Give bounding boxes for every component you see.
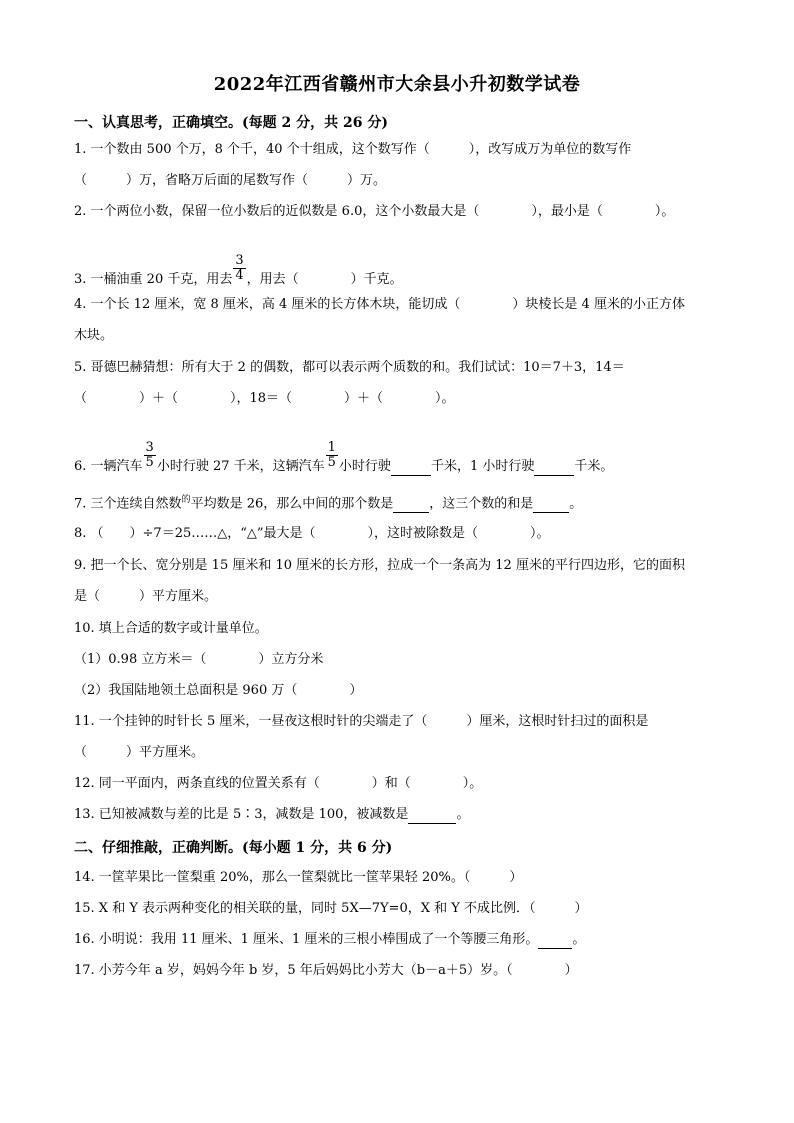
question-15: 15. X 和 Y 表示两种变化的相关联的量，同时 5X—7Y=0，X 和 Y 不成比例．（ ） — [74, 901, 588, 916]
question-7 — [74, 492, 582, 513]
question-13-text-end: 。 — [456, 807, 470, 822]
question-5-line-2: （ ）＋（ ），18＝（ ）＋（ ）。 — [74, 391, 455, 406]
question-12: 12. 同一平面内，两条直线的位置关系有（ ）和（ ）。 — [74, 776, 483, 791]
question-3 — [74, 253, 403, 294]
question-6-text-post-1: 小时行驶 — [338, 459, 391, 474]
question-14: 14. 一筐苹果比一筐梨重 20%，那么一筐梨就比一筐苹果轻 20%。（ ） — [74, 870, 523, 885]
question-2: 2. 一个两位小数，保留一位小数后的近似数是 6.0，这个小数最大是（ ），最小是（ ）。 — [74, 204, 675, 219]
question-4-line-1: 4. 一个长 12 厘米，宽 8 厘米，高 4 厘米的长方体木块，能切成（ ）块棱长是 4 厘米的小正方体 — [74, 297, 685, 312]
fraction-one-fifth — [326, 441, 338, 470]
answer-blank — [538, 932, 572, 949]
fraction-three-fifths — [144, 441, 156, 470]
question-11-line-1: 11. 一个挂钟的时针长 5 厘米，一昼夜这根时针的尖端走了（ ）厘米，这根时针扫过的面积是 — [74, 714, 649, 729]
question-16-text: 16. 小明说：我用 11 厘米、1 厘米、1 厘米的三根小棒围成了一个等腰三角形。 — [74, 932, 539, 947]
question-3-text-start: 3. 一桶油重 20 千克，用去 — [74, 272, 233, 287]
question-6-text-post-3: 千米。 — [574, 459, 614, 474]
fraction-numerator: 3 — [145, 440, 154, 455]
page-title: 2022年江西省赣州市大余县小升初数学试卷 — [213, 74, 581, 95]
question-6-text-start: 6. 一辆汽车 — [74, 459, 143, 474]
question-10: 10. 填上合适的数字或计量单位。 — [74, 621, 268, 636]
question-17: 17. 小芳今年 a 岁，妈妈今年 b 岁，5 年后妈妈比小芳大（b－a＋5）岁。（ ） — [74, 963, 578, 978]
answer-blank — [533, 496, 569, 513]
section-1-heading: 一、认真思考，正确填空。(每题 2 分，共 26 分) — [74, 115, 388, 131]
question-5-line-1: 5. 哥德巴赫猜想：所有大于 2 的偶数，都可以表示两个质数的和。我们试试：10＝7＋3，14＝ — [74, 360, 625, 375]
fraction-denominator: 4 — [235, 268, 244, 283]
answer-blank — [408, 807, 456, 824]
question-10-part-1: （1）0.98 立方米＝（ ）立方分米 — [74, 652, 324, 667]
question-6-text-post-2: 千米，1 小时行驶 — [430, 459, 535, 474]
fraction-denominator: 5 — [145, 455, 154, 470]
fraction-denominator: 5 — [327, 455, 336, 470]
question-13 — [74, 807, 469, 824]
question-1-line-1: 1. 一个数由 500 个万，8 个千，40 个十组成，这个数写作（ ），改写成万为单位的数写作 — [74, 142, 632, 157]
fraction-three-quarters — [233, 254, 245, 283]
question-16 — [74, 932, 585, 949]
question-10-part-2: （2）我国陆地领土总面积是 960 万（ ） — [74, 683, 363, 698]
question-6 — [74, 440, 614, 481]
section-2-heading: 二、仔细推敲，正确判断。(每小题 1 分，共 6 分) — [74, 840, 393, 856]
question-1-line-2: （ ）万，省略万后面的尾数写作（ ）万。 — [74, 173, 387, 188]
fraction-numerator: 3 — [235, 253, 244, 268]
question-7-text-end: 。 — [569, 496, 583, 512]
fraction-numerator: 1 — [327, 440, 336, 455]
question-11-line-2: （ ）平方厘米。 — [74, 745, 205, 760]
answer-blank — [391, 459, 431, 476]
question-9-line-2: 是（ ）平方厘米。 — [74, 589, 218, 604]
question-8: 8. （ ）÷7＝25……△，“△”最大是（ ），这时被除数是（ ）。 — [74, 526, 550, 541]
answer-blank — [534, 459, 574, 476]
question-7-text-mid: 平均数是 26，那么中间的那个数是 — [190, 496, 394, 512]
question-6-text-mid: 小时行驶 27 千米，这辆汽车 — [156, 459, 325, 474]
question-4-line-2: 木块。 — [74, 328, 114, 343]
question-7-text-start: 7. 三个连续自然数 — [74, 496, 182, 512]
question-7-text-mid-2: ，这三个数的和是 — [429, 496, 534, 512]
answer-blank — [393, 496, 429, 513]
question-3-text-end: ，用去（ ）千克。 — [246, 272, 403, 287]
question-9-line-1: 9. 把一个长、宽分别是 15 厘米和 10 厘米的长方形，拉成一个一条高为 12 厘米的平行四边形，它的面积 — [74, 558, 685, 573]
question-13-text: 13. 已知被减数与差的比是 5∶3，减数是 100，被减数是 — [74, 807, 409, 822]
question-7-superscript: 的 — [181, 495, 191, 505]
question-16-text-end: 。 — [572, 932, 586, 947]
